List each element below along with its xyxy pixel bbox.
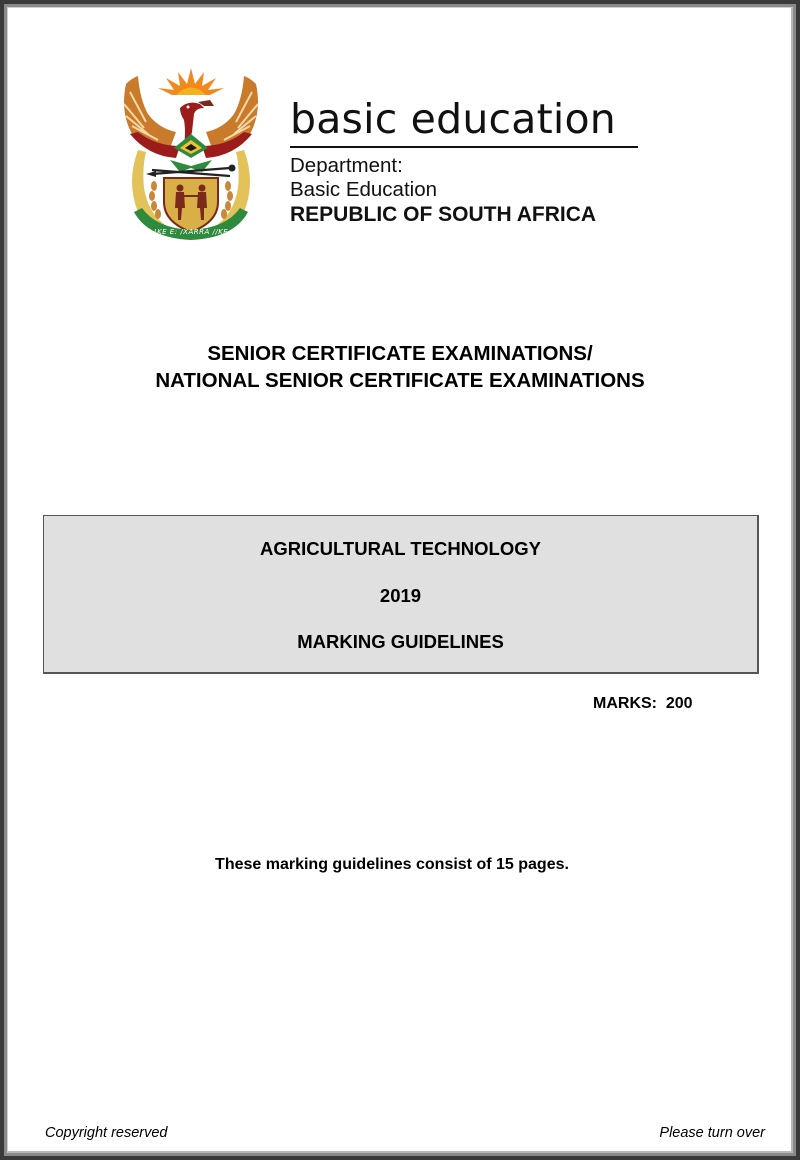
brand-title: basic education (290, 95, 616, 143)
coat-of-arms-icon (118, 62, 264, 240)
document-type: MARKING GUIDELINES (297, 631, 504, 652)
department-branding (290, 96, 638, 228)
country-name: REPUBLIC OF SOUTH AFRICA (290, 203, 597, 226)
footer-turn-over: Please turn over (659, 1125, 765, 1141)
left-wing-icon (124, 76, 180, 158)
department-label: Department: (290, 154, 403, 177)
department-name: Basic Education (290, 178, 438, 201)
page-count-note: These marking guidelines consist of 15 pages. (215, 856, 569, 873)
exam-title-line-1: SENIOR CERTIFICATE EXAMINATIONS/ (207, 342, 593, 365)
exam-year: 2019 (379, 585, 422, 606)
total-marks: MARKS: 200 (593, 695, 693, 712)
footer-copyright: Copyright reserved (45, 1125, 168, 1141)
motto-text: !KE E: /XARRA //KE (153, 228, 229, 236)
exam-title (0, 340, 800, 394)
brand-divider (290, 146, 638, 148)
sun-icon (158, 68, 224, 95)
exam-title-line-2: NATIONAL SENIOR CERTIFICATE EXAMINATIONS (155, 369, 645, 392)
subject-box (43, 515, 759, 674)
right-wing-icon (202, 76, 258, 158)
shield-icon (164, 178, 218, 232)
subject-name: AGRICULTURAL TECHNOLOGY (260, 538, 541, 559)
